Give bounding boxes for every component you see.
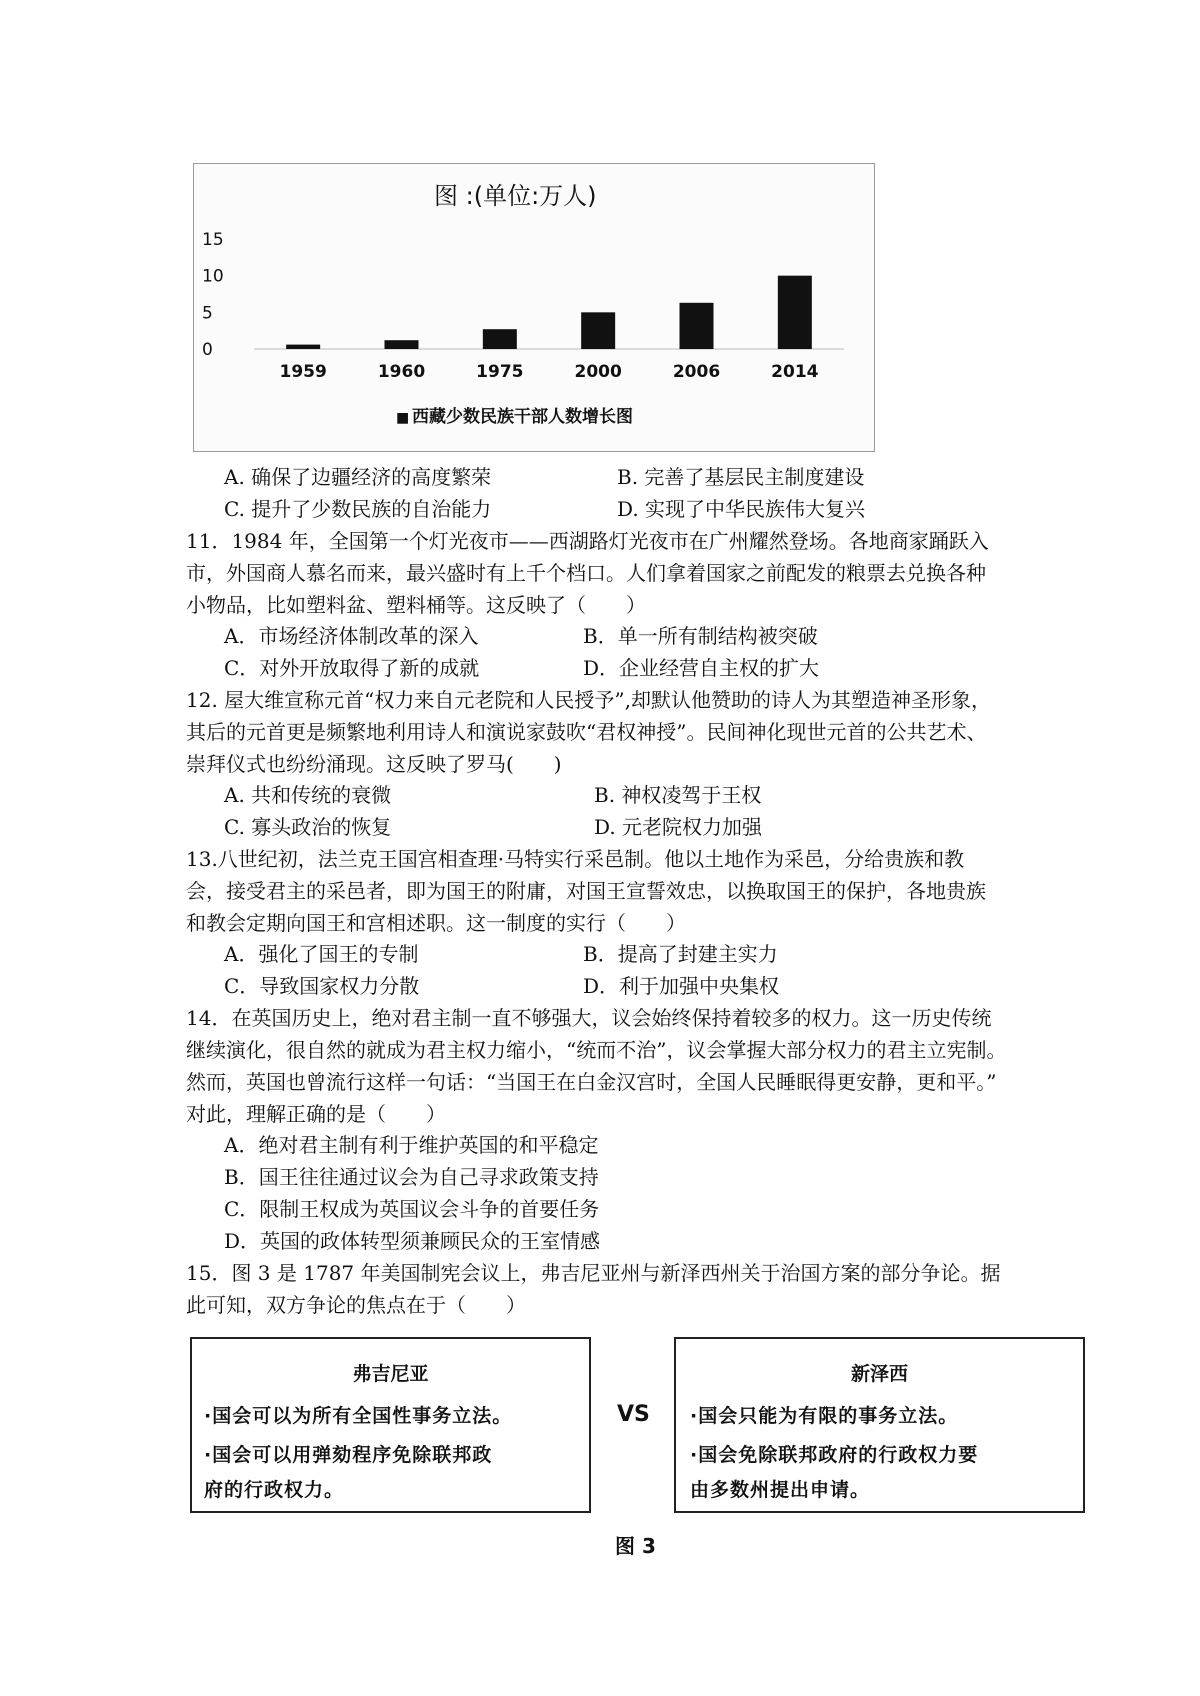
y-tick-label: 15 <box>202 230 224 250</box>
y-tick-label: 5 <box>202 303 213 324</box>
q13-stem-line-1: 13.八世纪初，法兰克王国宫相查理·马特实行采邑制。他以土地作为采邑，分给贵族和教 <box>186 847 965 871</box>
y-axis-ticks <box>202 230 844 360</box>
bar-2000 <box>581 312 615 349</box>
q14-stem-line-2: 继续演化，很自然的就成为君主权力缩小，“统而不治”，议会掌握大部分权力的君主立宪制。 <box>186 1038 1007 1062</box>
q14-option-c: C．限制王权成为英国议会斗争的首要任务 <box>224 1197 600 1221</box>
q11-option-a: A．市场经济体制改革的深入 <box>224 624 479 648</box>
new-jersey-plan-box <box>674 1337 1085 1513</box>
q12-option-a: A. 共和传统的衰微 <box>224 783 392 807</box>
x-axis-labels <box>280 362 819 382</box>
q10-option-a: A. 确保了边疆经济的高度繁荣 <box>224 465 492 489</box>
q14-stem-line-1: 14．在英国历史上，绝对君主制一直不够强大，议会始终保持着较多的权力。这一历史传统 <box>186 1006 992 1030</box>
bar-1975 <box>483 329 517 349</box>
q11-option-d: D．企业经营自主权的扩大 <box>583 656 820 680</box>
q13-stem-line-3: 和教会定期向国王和宫相述职。这一制度的实行（ ） <box>186 911 686 935</box>
q11-stem-line-1: 11．1984 年，全国第一个灯光夜市——西湖路灯光夜市在广州耀然登场。各地商家踊跃入 <box>186 529 989 553</box>
q11-stem-line-2: 市，外国商人慕名而来，最兴盛时有上千个档口。人们拿着国家之前配发的粮票去兑换各种 <box>186 561 986 585</box>
bar-2006 <box>680 303 714 349</box>
x-tick-label-1959: 1959 <box>279 362 327 382</box>
new-jersey-point-2: ·国会免除联邦政府的行政权力要 <box>690 1444 979 1466</box>
q11-option-c: C．对外开放取得了新的成就 <box>224 656 480 680</box>
q12-option-d: D. 元老院权力加强 <box>594 815 763 839</box>
new-jersey-point-2-cont: 由多数州提出申请。 <box>690 1479 871 1501</box>
q10-option-d: D. 实现了中华民族伟大复兴 <box>617 497 866 521</box>
q15-stem-line-1: 15．图 3 是 1787 年美国制宪会议上，弗吉尼亚州与新泽西州关于治国方案的部分争论。据 <box>186 1261 1001 1285</box>
bar-1960 <box>385 340 419 349</box>
q14-option-b: B．国王往往通过议会为自己寻求政策支持 <box>224 1165 599 1189</box>
virginia-title: 弗吉尼亚 <box>352 1363 429 1385</box>
q12-stem-line-3: 崇拜仪式也纷纷涌现。这反映了罗马( ) <box>186 752 562 776</box>
x-tick-label-2000: 2000 <box>574 362 622 382</box>
bar-2014 <box>778 276 812 349</box>
q12-stem-line-2: 其后的元首更是频繁地利用诗人和演说家鼓吹“君权神授”。民间神化现世元首的公共艺术、 <box>186 720 987 744</box>
q14-stem-line-3: 然而，英国也曾流行这样一句话：“当国王在白金汉宫时，全国人民睡眠得更安静，更和平。” <box>186 1070 997 1094</box>
q12-option-b: B. 神权凌驾于王权 <box>594 783 762 807</box>
bar-1959 <box>286 345 320 349</box>
q13-option-a: A．强化了国王的专制 <box>224 942 419 966</box>
q11-option-b: B．单一所有制结构被突破 <box>583 624 818 648</box>
y-tick-label: 0 <box>202 340 213 360</box>
bar-chart-container <box>193 163 875 452</box>
q15-stem-line-2: 此可知，双方争论的焦点在于（ ） <box>186 1293 526 1317</box>
q13-option-c: C．导致国家权力分散 <box>224 974 420 998</box>
virginia-plan-box <box>190 1337 591 1513</box>
q14-option-d: D．英国的政体转型须兼顾民众的王室情感 <box>224 1229 601 1253</box>
q12-stem-line-1: 12. 屋大维宣称元首“权力来自元老院和人民授予”,却默认他赞助的诗人为其塑造神圣形象， <box>186 688 991 712</box>
q13-option-b: B．提高了封建主实力 <box>583 942 778 966</box>
figure-3-caption: 图 3 <box>615 1534 656 1558</box>
q14-option-a: A．绝对君主制有利于维护英国的和平稳定 <box>224 1133 599 1157</box>
q11-stem-line-3: 小物品，比如塑料盆、塑料桶等。这反映了（ ） <box>186 593 646 617</box>
new-jersey-point-1: ·国会只能为有限的事务立法。 <box>690 1405 959 1427</box>
chart-title: 图 :(单位:万人) <box>434 182 597 210</box>
legend-marker: ■ <box>396 410 410 426</box>
bar-chart <box>194 164 874 451</box>
virginia-point-2-cont: 府的行政权力。 <box>204 1479 345 1501</box>
x-tick-label-2006: 2006 <box>672 362 721 382</box>
x-tick-label-2014: 2014 <box>771 362 819 382</box>
virginia-point-2: ·国会可以用弹劾程序免除联邦政 <box>204 1444 493 1466</box>
versus-label: VS <box>617 1402 650 1427</box>
y-tick-label: 10 <box>202 266 224 287</box>
q12-option-c: C. 寡头政治的恢复 <box>224 815 392 839</box>
q13-stem-line-2: 会，接受君主的采邑者，即为国王的附庸，对国王宣誓效忠，以换取国王的保护，各地贵族 <box>186 879 986 903</box>
q14-stem-line-4: 对此，理解正确的是（ ） <box>186 1102 446 1126</box>
legend-label: 西藏少数民族干部人数增长图 <box>412 407 633 427</box>
q13-option-d: D．利于加强中央集权 <box>583 974 780 998</box>
q10-option-b: B. 完善了基层民主制度建设 <box>617 465 865 489</box>
new-jersey-title: 新泽西 <box>850 1363 908 1385</box>
x-tick-label-1975: 1975 <box>476 362 524 382</box>
bar-series <box>286 276 812 349</box>
x-tick-label-1960: 1960 <box>377 362 426 382</box>
q10-option-c: C. 提升了少数民族的自治能力 <box>224 497 492 521</box>
virginia-point-1: ·国会可以为所有全国性事务立法。 <box>204 1405 513 1427</box>
